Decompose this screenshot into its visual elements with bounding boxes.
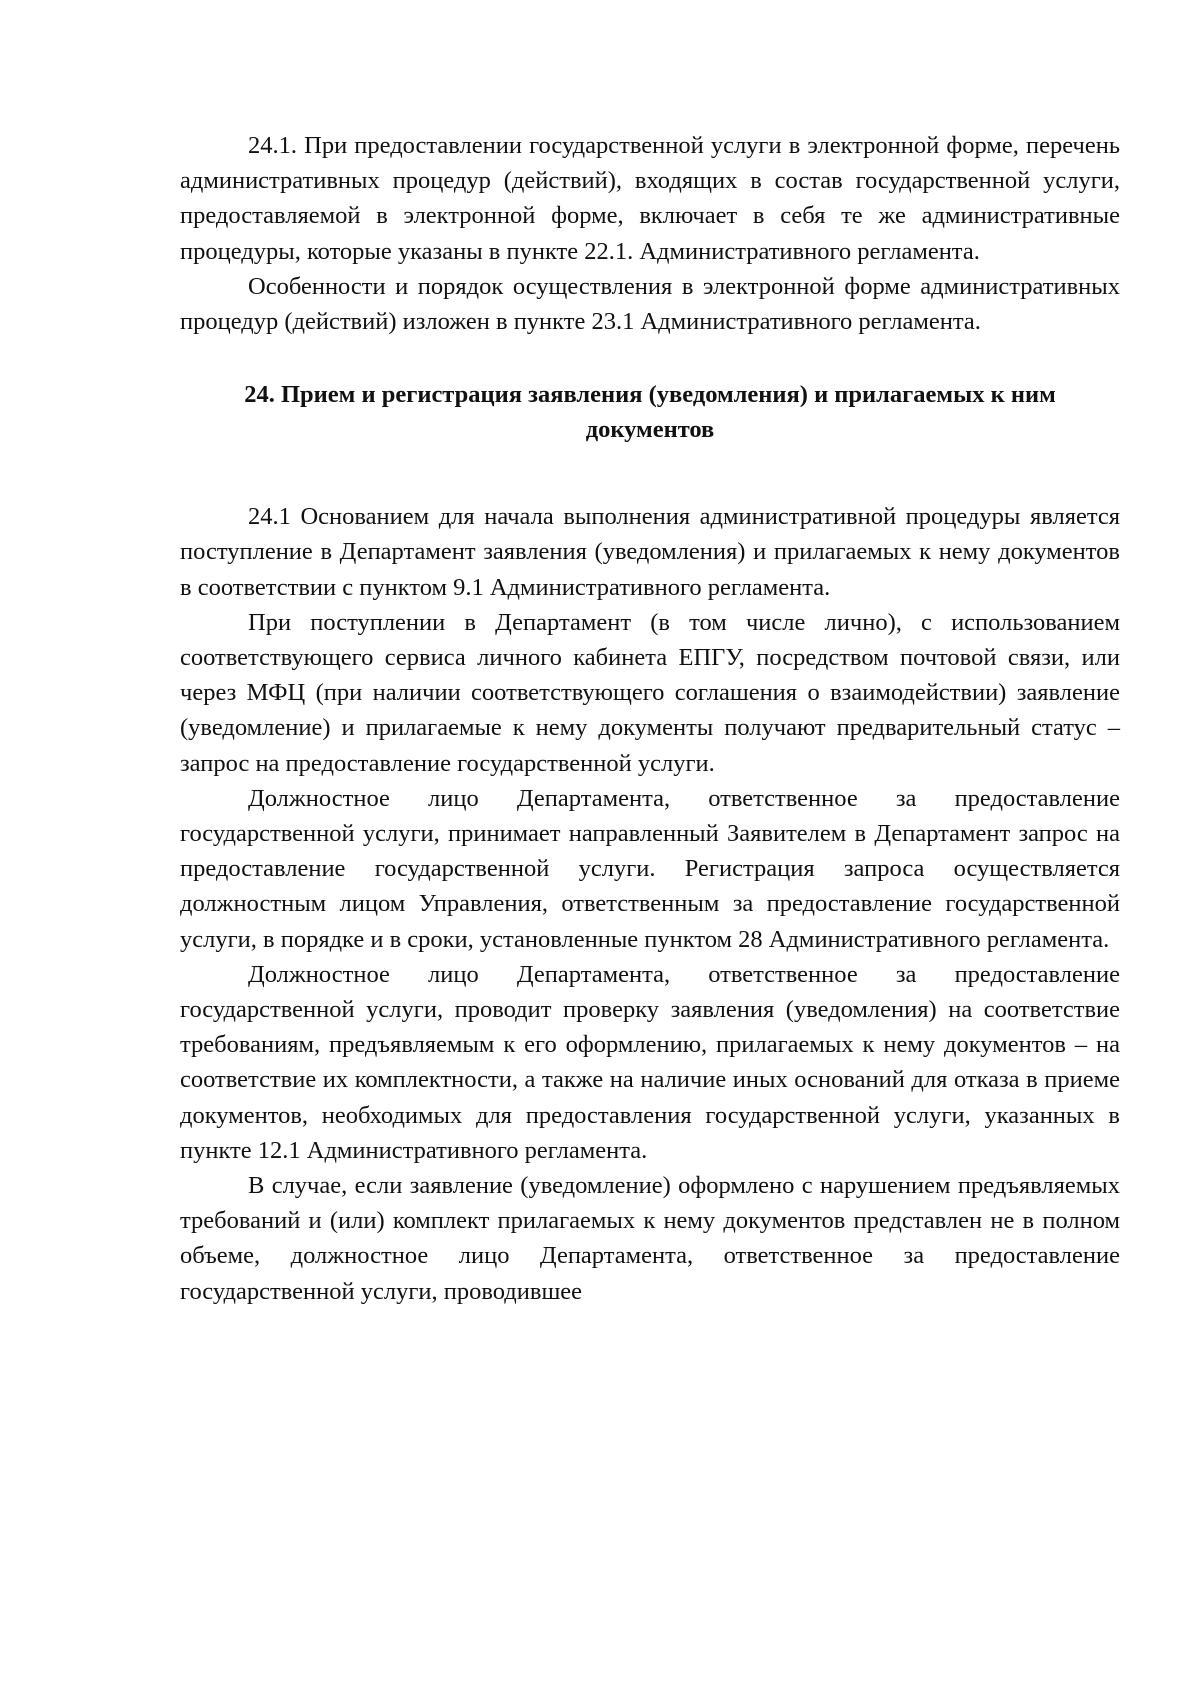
intro-paragraph-1: 24.1. При предоставлении государственной услуги в электронной форме, перечень административных процедур (действий), входящих в состав государственной услуги, предоставляемой в электронной форме, включает в себя те же административные процедуры, которые указаны в пункте 22.1. Административного регламента. <box>180 132 1120 265</box>
section-heading: 24. Прием и регистрация заявления (уведомления) и прилагаемых к ним документов <box>244 381 1056 444</box>
section-paragraph-1: 24.1 Основанием для начала выполнения административной процедуры является поступление в Департамент заявления (уведомления) и прилагаемых к нему документов в соответствии с пунктом 9.1 Административного регламента. <box>180 503 1120 601</box>
section-body <box>180 499 1120 1309</box>
intro-paragraph-2: Особенности и порядок осуществления в электронной форме административных процедур (действий) изложен в пункте 23.1 Административного регламента. <box>180 272 1120 336</box>
document-page <box>180 128 1120 1309</box>
section-paragraph-5: В случае, если заявление (уведомление) оформлено с нарушением предъявляемых требований и (или) комплект прилагаемых к нему документов представлен не в полном объеме, должностное лицо Департамента, ответственное за предоставление государственной услуги, проводившее <box>180 1172 1120 1305</box>
section-paragraph-3: Должностное лицо Департамента, ответственное за предоставление государственной услуги, принимает направленный Заявителем в Департамент запрос на предоставление государственной услуги. Регистрация запроса осуществляется должностным лицом Управления, ответственным за предоставление государственной услуги, в порядке и в сроки, установленные пунктом 28 Административного регламента. <box>180 784 1120 953</box>
section-paragraph-4: Должностное лицо Департамента, ответственное за предоставление государственной услуги, проводит проверку заявления (уведомления) на соответствие требованиям, предъявляемым к его оформлению, прилагаемых к нему документов – на соответствие их комплектности, а также на наличие иных оснований для отказа в приеме документов, необходимых для предоставления государственной услуги, указанных в пункте 12.1 Административного регламента. <box>180 960 1120 1164</box>
section-paragraph-2: При поступлении в Департамент (в том числе лично), с использованием соответствующего сервиса личного кабинета ЕПГУ, посредством почтовой связи, или через МФЦ (при наличии соответствующего соглашения о взаимодействии) заявление (уведомление) и прилагаемые к нему документы получают предварительный статус – запрос на предоставление государственной услуги. <box>180 608 1120 777</box>
